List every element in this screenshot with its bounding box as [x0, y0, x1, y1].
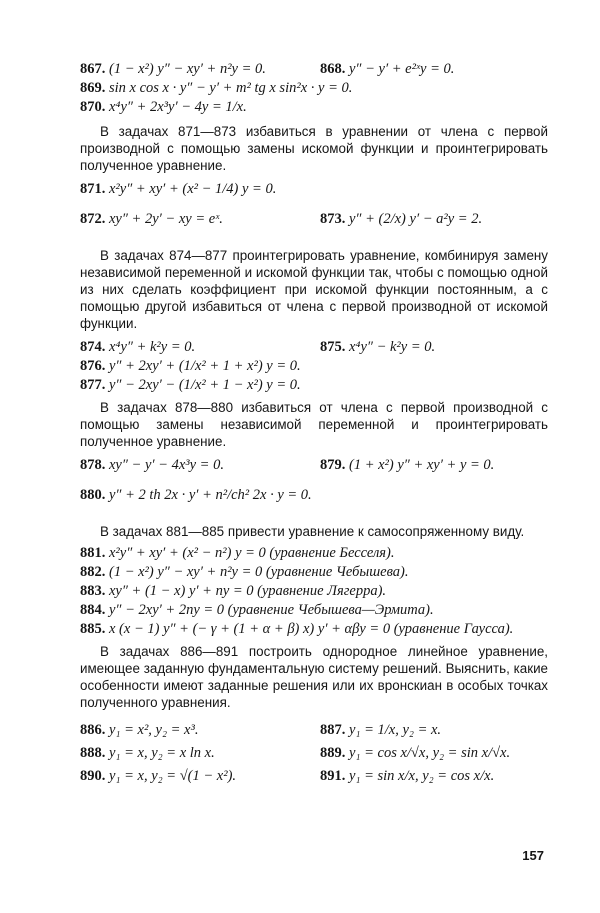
problem-row-867-868 — [80, 60, 548, 79]
problem-number: 878. — [80, 457, 106, 473]
problem-number: 877. — [80, 377, 106, 393]
problem-886 — [80, 721, 320, 740]
equation: xy″ + (1 − x) y′ + ny = 0 (уравнение Лягерра). — [109, 583, 387, 599]
problem-number: 870. — [80, 99, 106, 115]
problem-row-888-889 — [80, 744, 548, 763]
equation: y₁ = sin x/x, y₂ = cos x/x. — [349, 768, 495, 784]
problem-number: 885. — [80, 621, 106, 637]
equation: y₁ = 1/x, y₂ = x. — [349, 722, 442, 738]
problem-number: 887. — [320, 722, 346, 738]
problem-889 — [320, 744, 548, 763]
problem-number: 883. — [80, 583, 106, 599]
equation: y″ + 2xy′ + (1/x² + 1 + x²) y = 0. — [109, 358, 301, 374]
problem-870 — [80, 98, 548, 117]
problem-number: 867. — [80, 61, 106, 77]
equation: x (x − 1) y″ + (− γ + (1 + α + β) x) y′ + αβy = 0 (уравнение Гаусса). — [109, 621, 514, 637]
problem-890 — [80, 767, 320, 786]
problem-number: 889. — [320, 745, 346, 761]
problem-882 — [80, 563, 548, 582]
problem-number: 890. — [80, 768, 106, 784]
problem-875 — [320, 338, 548, 357]
page-number: 157 — [522, 848, 544, 863]
equation: x²y″ + xy′ + (x² − n²) y = 0 (уравнение Бесселя). — [109, 545, 395, 561]
problem-881 — [80, 544, 548, 563]
problem-number: 886. — [80, 722, 106, 738]
problem-number: 868. — [320, 61, 346, 77]
problem-number: 881. — [80, 545, 106, 561]
problem-874 — [80, 338, 320, 357]
problem-number: 874. — [80, 339, 106, 355]
equation: y₁ = cos x/√x, y₂ = sin x/√x. — [349, 745, 511, 761]
equation: y″ − 2xy′ − (1/x² + 1 − x²) y = 0. — [109, 377, 301, 393]
problem-871 — [80, 180, 548, 199]
problem-row-878-879 — [80, 456, 548, 475]
equation: y″ − y′ + e²ˣy = 0. — [349, 61, 455, 77]
equation: xy″ − y′ − 4x³y = 0. — [109, 457, 224, 473]
problem-878 — [80, 456, 320, 475]
equation: y₁ = x, y₂ = √(1 − x²). — [109, 768, 237, 784]
equation: (1 − x²) y″ − xy′ + n²y = 0. — [109, 61, 266, 77]
problem-number: 872. — [80, 211, 106, 227]
equation: y₁ = x², y₂ = x³. — [109, 722, 199, 738]
instruction-paragraph: В задачах 871—873 избавиться в уравнении от члена с первой производной с помощью замены искомой функции и проинтегрировать полученное уравнение. — [80, 124, 548, 173]
problem-row-890-891 — [80, 767, 548, 786]
problem-number: 882. — [80, 564, 106, 580]
problem-row-872-873 — [80, 199, 548, 239]
problem-number: 871. — [80, 181, 106, 197]
problem-869 — [80, 79, 548, 98]
equation: x²y″ + xy′ + (x² − 1/4) y = 0. — [109, 181, 277, 197]
problem-872 — [80, 199, 320, 239]
problem-number: 876. — [80, 358, 106, 374]
instruction-paragraph: В задачах 881—885 привести уравнение к самосопряженному виду. — [100, 524, 525, 539]
problem-873 — [320, 199, 548, 239]
problem-number: 879. — [320, 457, 346, 473]
equation: y₁ = x, y₂ = x ln x. — [109, 745, 215, 761]
equation: xy″ + 2y′ − xy = eˣ. — [109, 211, 223, 227]
equation: (1 + x²) y″ + xy′ + y = 0. — [349, 457, 495, 473]
equation: (1 − x²) y″ − xy′ + n²y = 0 (уравнение Чебышева). — [109, 564, 409, 580]
problem-867 — [80, 60, 320, 79]
problem-row-886-887 — [80, 721, 548, 740]
equation: y″ + 2 th 2x · y′ + n²/ch² 2x · y = 0. — [109, 487, 312, 503]
problem-883 — [80, 582, 548, 601]
problem-row-874-875 — [80, 338, 548, 357]
equation: sin x cos x · y″ − y′ + m² tg x sin²x · y = 0. — [109, 80, 353, 96]
problem-885 — [80, 620, 548, 639]
instruction-paragraph: В задачах 874—877 проинтегрировать уравнение, комбинируя замену независимой переменной и искомой функции так, чтобы с помощью одной из них сделать коэффициент при искомой функции постоянным, а с помощью другой избавиться от члена с первой производной от искомой функции. — [80, 248, 548, 331]
equation: y″ + (2/x) y′ − a²y = 2. — [349, 211, 483, 227]
problem-880 — [80, 475, 548, 515]
problem-number: 873. — [320, 211, 346, 227]
equation: y″ − 2xy′ + 2ny = 0 (уравнение Чебышева—Эрмита). — [109, 602, 434, 618]
instruction-paragraph: В задачах 886—891 построить однородное линейное уравнение, имеющее заданную фундаментальную систему решений. Выяснить, какие особенности имеют заданные решения или их вронскиан в особых точках полученного уравнения. — [80, 644, 548, 710]
problem-887 — [320, 721, 548, 740]
problem-number: 880. — [80, 487, 106, 503]
problem-number: 884. — [80, 602, 106, 618]
problem-number: 869. — [80, 80, 106, 96]
problem-868 — [320, 60, 548, 79]
problem-876 — [80, 357, 548, 376]
problem-number: 888. — [80, 745, 106, 761]
problem-877 — [80, 376, 548, 395]
equation: x⁴y″ − k²y = 0. — [349, 339, 436, 355]
problem-number: 875. — [320, 339, 346, 355]
instruction-paragraph: В задачах 878—880 избавиться от члена с первой производной с помощью замены независимой переменной и проинтегрировать полученное уравнение. — [80, 400, 548, 449]
problem-884 — [80, 601, 548, 620]
problem-number: 891. — [320, 768, 346, 784]
problem-888 — [80, 744, 320, 763]
problem-891 — [320, 767, 548, 786]
page-content — [80, 60, 548, 786]
equation: x⁴y″ + 2x³y′ − 4y = 1/x. — [109, 99, 247, 115]
equation: x⁴y″ + k²y = 0. — [109, 339, 196, 355]
problem-879 — [320, 456, 548, 475]
